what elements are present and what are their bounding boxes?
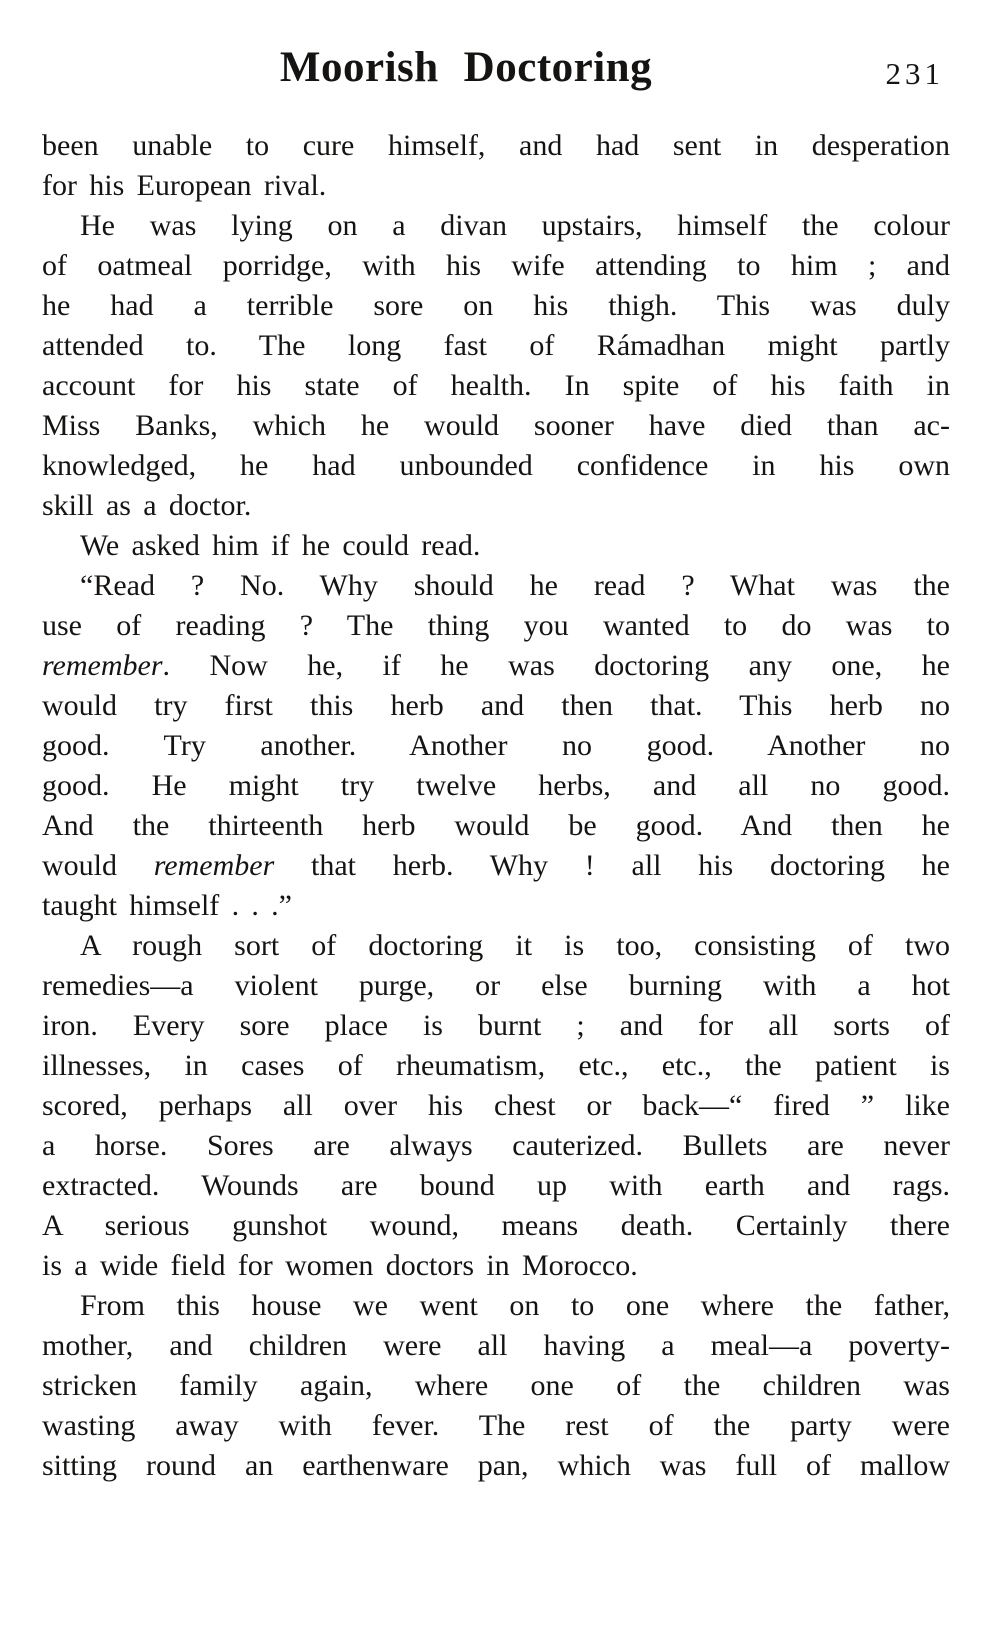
text-line: would remember that herb. Why ! all his doctoring he (42, 849, 950, 882)
text-line: Miss Banks, which he would sooner have died than ac- (42, 409, 950, 442)
page-body (42, 126, 950, 1486)
text-line: He was lying on a divan upstairs, himself the colour (80, 209, 950, 242)
text-line: attended to. The long fast of Rámadhan might partly (42, 329, 950, 362)
paragraph (42, 926, 950, 1286)
text-line: good. Try another. Another no good. Another no (42, 729, 950, 762)
text-line: good. He might try twelve herbs, and all no good. (42, 769, 950, 802)
text-line: would try first this herb and then that. This herb no (42, 689, 950, 722)
paragraph (42, 206, 950, 526)
text-line: he had a terrible sore on his thigh. This was duly (42, 289, 950, 322)
text-line: iron. Every sore place is burnt ; and for all sorts of (42, 1009, 950, 1042)
paragraph (42, 126, 950, 206)
page-number: 231 (885, 56, 944, 91)
text-line: “Read ? No. Why should he read ? What was the (80, 569, 950, 602)
text-line: stricken family again, where one of the children was (42, 1369, 950, 1402)
text-line: knowledged, he had unbounded confidence in his own (42, 449, 950, 482)
paragraph (42, 1286, 950, 1486)
text-line: of oatmeal porridge, with his wife attending to him ; and (42, 249, 950, 282)
text-line: account for his state of health. In spite of his faith in (42, 369, 950, 402)
text-line: illnesses, in cases of rheumatism, etc., etc., the patient is (42, 1049, 950, 1082)
text-line: A rough sort of doctoring it is too, consisting of two (80, 929, 950, 962)
text-line: been unable to cure himself, and had sent in desperation (42, 129, 950, 162)
paragraph (42, 526, 950, 566)
running-header (42, 42, 950, 102)
text-line: for his European rival. (42, 169, 327, 202)
text-line: We asked him if he could read. (80, 529, 481, 562)
text-line: And the thirteenth herb would be good. And then he (42, 809, 950, 842)
text-line: remedies—a violent purge, or else burning with a hot (42, 969, 950, 1002)
text-line: sitting round an earthenware pan, which was full of mallow (42, 1449, 950, 1482)
text-line: scored, perhaps all over his chest or back—“ fired ” like (42, 1089, 950, 1122)
text-line: From this house we went on to one where the father, (80, 1289, 950, 1322)
text-line: wasting away with fever. The rest of the party were (42, 1409, 950, 1442)
text-line: A serious gunshot wound, means death. Certainly there (42, 1209, 950, 1242)
page-title: Moorish Doctoring (279, 44, 653, 91)
text-line: mother, and children were all having a meal—a poverty- (42, 1329, 950, 1362)
text-line: is a wide field for women doctors in Morocco. (42, 1249, 638, 1282)
text-line: extracted. Wounds are bound up with earth and rags. (42, 1169, 950, 1202)
text-line: taught himself . . .” (42, 889, 292, 922)
text-line: a horse. Sores are always cauterized. Bullets are never (42, 1129, 950, 1162)
text-line: use of reading ? The thing you wanted to do was to (42, 609, 950, 642)
text-line: remember. Now he, if he was doctoring any one, he (42, 649, 950, 682)
paragraph (42, 566, 950, 926)
text-line: skill as a doctor. (42, 489, 252, 522)
